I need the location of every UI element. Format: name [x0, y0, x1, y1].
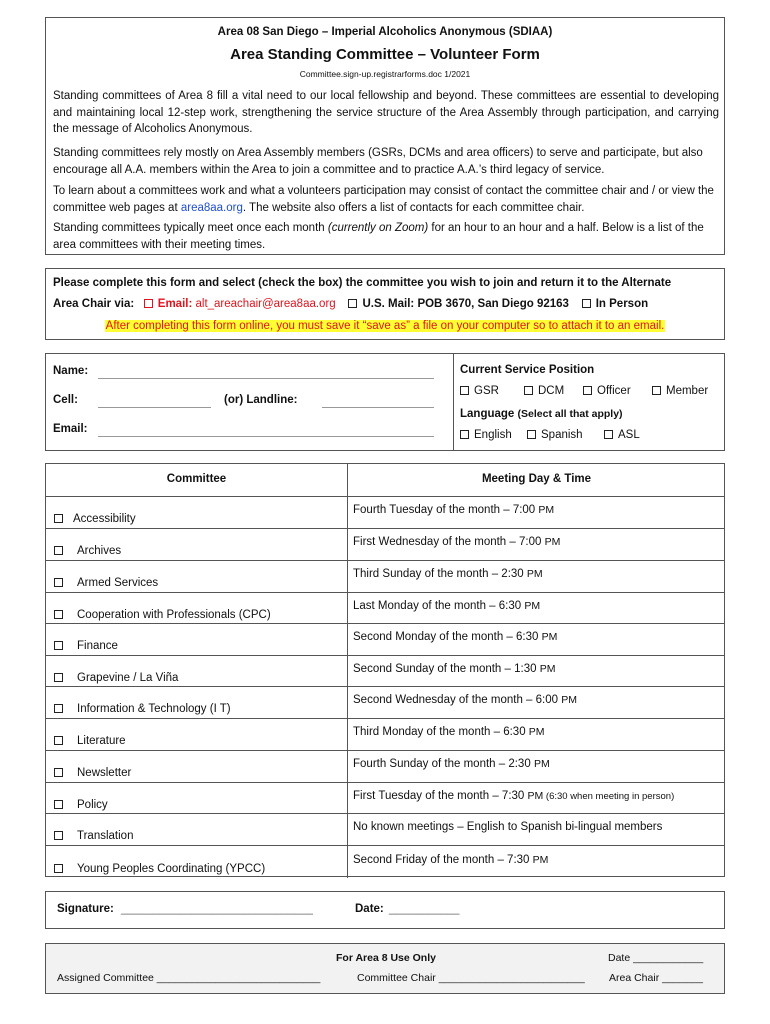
- gsr-checkbox[interactable]: [460, 386, 469, 395]
- committee-option[interactable]: [54, 767, 131, 779]
- row-divider: [347, 624, 348, 655]
- committee-row: [46, 686, 724, 718]
- save-note: [46, 320, 724, 332]
- committee-row: [46, 655, 724, 686]
- committee-checkbox[interactable]: [54, 514, 63, 523]
- meeting-time: [353, 504, 554, 516]
- meeting-time: [353, 536, 560, 548]
- meeting-time: [353, 568, 543, 580]
- landline-field[interactable]: [322, 407, 434, 408]
- para3-text-b: . The website also offers a list of contacts for each committee chair.: [242, 201, 585, 214]
- meeting-column-header: Meeting Day & Time: [481, 473, 592, 485]
- committee-row: [46, 845, 724, 878]
- committee-name: Information & Technology (I T): [77, 703, 231, 715]
- asl-label: ASL: [618, 429, 640, 441]
- form-title: Area Standing Committee – Volunteer Form: [230, 46, 540, 63]
- save-note-text: After completing this form online, you must save it “save as” a file on your computer so to attach it to an email.: [105, 320, 665, 332]
- member-label: Member: [666, 385, 709, 397]
- meeting-time: [353, 600, 540, 612]
- language-note: (Select all that apply): [517, 408, 623, 420]
- committee-name: Newsletter: [77, 767, 132, 779]
- language-english[interactable]: [460, 429, 512, 441]
- meeting-time-text: Fourth Sunday of the month – 2:30: [353, 758, 534, 770]
- row-divider: [347, 593, 348, 623]
- meeting-time-pm: PM: [544, 536, 561, 548]
- date-label: Date:: [355, 903, 384, 915]
- position-officer[interactable]: [583, 385, 631, 397]
- meeting-time-pm: PM: [561, 694, 577, 706]
- return-options: [53, 298, 648, 310]
- committee-row: [46, 496, 724, 528]
- committee-option[interactable]: [54, 703, 231, 715]
- meeting-time: [353, 694, 577, 706]
- para4-text-a: Standing committees typically meet once each month: [53, 222, 328, 234]
- instructions-box: [45, 268, 725, 340]
- row-divider: [347, 561, 348, 592]
- committee-column-header: Committee: [166, 473, 227, 485]
- meeting-time-pm: PM: [538, 504, 555, 516]
- committee-row: [46, 528, 724, 560]
- position-dcm[interactable]: [524, 385, 564, 397]
- doc-reference: Committee.sign-up.registrarforms.doc 1/2021: [299, 69, 471, 79]
- committee-name: Archives: [77, 545, 122, 557]
- website-link[interactable]: area8aa.org: [180, 201, 243, 214]
- language-spanish[interactable]: [527, 429, 583, 441]
- meeting-time-note: (6:30 when meeting in person): [543, 791, 675, 802]
- gsr-label: GSR: [474, 385, 499, 397]
- para3-text-a: To learn about a committees work and what a volunteers participation may consist of contact the committee chair and / or view the committee web pages at: [53, 185, 714, 214]
- form-header: [45, 17, 725, 255]
- committee-option[interactable]: [54, 609, 271, 621]
- committee-option[interactable]: [54, 863, 265, 875]
- committee-option[interactable]: [54, 545, 121, 557]
- meeting-time: [353, 726, 545, 738]
- meeting-time-pm: PM: [527, 790, 544, 802]
- name-field[interactable]: [98, 378, 434, 379]
- committee-option[interactable]: [54, 513, 136, 525]
- meeting-time: [353, 663, 555, 675]
- meeting-time-pm: PM: [524, 600, 541, 612]
- officer-label: Officer: [597, 385, 631, 397]
- signature-label: Signature:: [57, 903, 114, 915]
- committee-checkbox[interactable]: [54, 546, 63, 555]
- meeting-time-pm: PM: [533, 758, 550, 770]
- name-label: Name:: [53, 365, 89, 377]
- english-label: English: [474, 429, 512, 441]
- meeting-time-pm: PM: [532, 854, 549, 866]
- meeting-time-pm: PM: [541, 631, 558, 643]
- row-divider: [347, 497, 348, 528]
- contact-divider: [453, 354, 454, 450]
- meeting-time-text: Fourth Tuesday of the month – 7:00: [353, 504, 539, 516]
- committee-option[interactable]: [54, 577, 158, 589]
- meeting-time-pm: PM: [526, 568, 543, 580]
- contact-section: [45, 353, 725, 451]
- row-divider: [347, 719, 348, 750]
- committee-option[interactable]: [54, 640, 118, 652]
- committee-checkbox[interactable]: [54, 641, 63, 650]
- committee-name: Grapevine / La Viña: [77, 672, 179, 684]
- meeting-time-text: No known meetings – English to Spanish bi-lingual members: [353, 821, 663, 833]
- meeting-time-text: First Tuesday of the month – 7:30: [353, 790, 528, 802]
- row-divider: [347, 846, 348, 878]
- instructions-line: Please complete this form and select (check the box) the committee you wish to join and return it to the Alternate: [53, 277, 672, 289]
- meeting-time-text: Second Sunday of the month – 1:30: [353, 663, 540, 675]
- signature-section: [45, 891, 725, 929]
- committee-checkbox[interactable]: [54, 768, 63, 777]
- row-divider: [347, 656, 348, 686]
- meeting-time-text: Second Monday of the month – 6:30: [353, 631, 542, 643]
- committee-name: Accessibility: [73, 513, 136, 525]
- mail-option-label: U.S. Mail:: [362, 298, 415, 310]
- committee-checkbox[interactable]: [54, 578, 63, 587]
- committee-name: Policy: [77, 799, 108, 811]
- cell-label: Cell:: [53, 394, 78, 406]
- intro-paragraph-3: [53, 183, 719, 216]
- meeting-time-text: Second Friday of the month – 7:30: [353, 854, 533, 866]
- meeting-time-pm: PM: [528, 726, 545, 738]
- committee-chair: Committee Chair _________________________: [357, 972, 585, 984]
- committee-option[interactable]: [54, 735, 126, 747]
- language-title-text: Language: [460, 408, 515, 420]
- date-field[interactable]: ___________: [389, 903, 460, 915]
- intro-paragraph-4: [53, 220, 719, 253]
- dcm-label: DCM: [538, 385, 565, 397]
- row-divider: [347, 751, 348, 782]
- committee-checkbox[interactable]: [54, 831, 63, 840]
- committee-checkbox[interactable]: [54, 864, 63, 873]
- committee-checkbox[interactable]: [54, 704, 63, 713]
- email-option-label: Email:: [157, 298, 193, 310]
- meeting-time-text: Third Sunday of the month – 2:30: [353, 568, 527, 580]
- position-member[interactable]: [652, 385, 708, 397]
- officer-checkbox[interactable]: [583, 386, 592, 395]
- row-divider: [347, 814, 348, 845]
- intro-paragraph-2: Standing committees rely mostly on Area Assembly members (GSRs, DCMs and area officers) to serve and participate, but also encourage all A.A. members within the Area to join a committee and to practice A.A.’s third legacy of service.: [53, 147, 703, 176]
- landline-label: (or) Landline:: [224, 394, 298, 406]
- in-person-label: In Person: [595, 298, 649, 310]
- meeting-time-text: Second Wednesday of the month – 6:00: [353, 694, 562, 706]
- office-use-section: [45, 943, 725, 994]
- spanish-checkbox[interactable]: [527, 430, 536, 439]
- meeting-time: [353, 854, 548, 866]
- mail-address: POB 3670, San Diego 92163: [417, 298, 569, 310]
- committee-row: [46, 782, 724, 813]
- email-field[interactable]: [98, 436, 434, 437]
- area-chair: Area Chair _______: [609, 972, 703, 984]
- committee-name: Armed Services: [77, 577, 159, 589]
- meeting-time-text: First Wednesday of the month – 7:00: [353, 536, 545, 548]
- committee-row: [46, 813, 724, 845]
- in-person-checkbox[interactable]: [582, 299, 591, 308]
- service-position-title: Current Service Position: [460, 364, 595, 376]
- meeting-time: [353, 631, 557, 643]
- committee-row: [46, 718, 724, 750]
- english-checkbox[interactable]: [460, 430, 469, 439]
- committee-option[interactable]: [54, 799, 108, 811]
- meeting-time-text: Last Monday of the month – 6:30: [353, 600, 525, 612]
- alt-chair-email[interactable]: alt_areachair@area8aa.org: [195, 298, 336, 310]
- dcm-checkbox[interactable]: [524, 386, 533, 395]
- committee-table: [45, 463, 725, 877]
- row-divider: [347, 687, 348, 718]
- spanish-label: Spanish: [541, 429, 583, 441]
- committee-checkbox[interactable]: [54, 673, 63, 682]
- org-name: Area 08 San Diego – Imperial Alcoholics Anonymous (SDIAA): [217, 26, 553, 38]
- row-divider: [347, 529, 348, 560]
- meeting-time: [353, 821, 662, 833]
- meeting-time: [353, 758, 550, 770]
- committee-name: Literature: [77, 735, 126, 747]
- committee-checkbox[interactable]: [54, 800, 63, 809]
- via-label: Area Chair via:: [53, 298, 135, 310]
- para4-zoom-note: (currently on Zoom): [327, 222, 429, 234]
- committee-checkbox[interactable]: [54, 610, 63, 619]
- office-use-title: For Area 8 Use Only: [336, 952, 436, 964]
- row-divider: [347, 783, 348, 813]
- mail-option-checkbox[interactable]: [348, 299, 357, 308]
- member-checkbox[interactable]: [652, 386, 661, 395]
- committee-option[interactable]: [54, 672, 178, 684]
- committee-row: [46, 592, 724, 623]
- language-asl[interactable]: [604, 429, 640, 441]
- committee-name: Translation: [77, 830, 134, 842]
- signature-field[interactable]: ______________________________: [121, 903, 313, 915]
- assigned-committee: Assigned Committee ____________________________: [57, 972, 321, 984]
- email-option-checkbox[interactable]: [144, 299, 153, 308]
- cell-field[interactable]: [98, 407, 211, 408]
- committee-row: [46, 750, 724, 782]
- committee-checkbox[interactable]: [54, 736, 63, 745]
- committee-row: [46, 560, 724, 592]
- office-date: Date ____________: [608, 952, 704, 964]
- meeting-time: [353, 790, 674, 802]
- para4-text-b: for an hour to an hour and a half. Below is a list of the area committees with their meeting times.: [53, 222, 704, 251]
- meeting-time-text: Third Monday of the month – 6:30: [353, 726, 529, 738]
- committee-name: Cooperation with Professionals (CPC): [77, 609, 271, 621]
- intro-paragraph-1: Standing committees of Area 8 fill a vital need to our local fellowship and beyond. These committees are essential to developing and maintaining local 12-step work, strengthening the service structure of the Area Assembly through participation, and carrying the message of Alcoholics Anonymous.: [53, 90, 719, 135]
- committee-option[interactable]: [54, 830, 133, 842]
- committee-name: Young Peoples Coordinating (YPCC): [77, 863, 266, 875]
- language-title: [460, 408, 623, 420]
- position-gsr[interactable]: [460, 385, 499, 397]
- meeting-time-pm: PM: [539, 663, 556, 675]
- committee-row: [46, 623, 724, 655]
- asl-checkbox[interactable]: [604, 430, 613, 439]
- committee-name: Finance: [77, 640, 118, 652]
- email-label: Email:: [53, 423, 88, 435]
